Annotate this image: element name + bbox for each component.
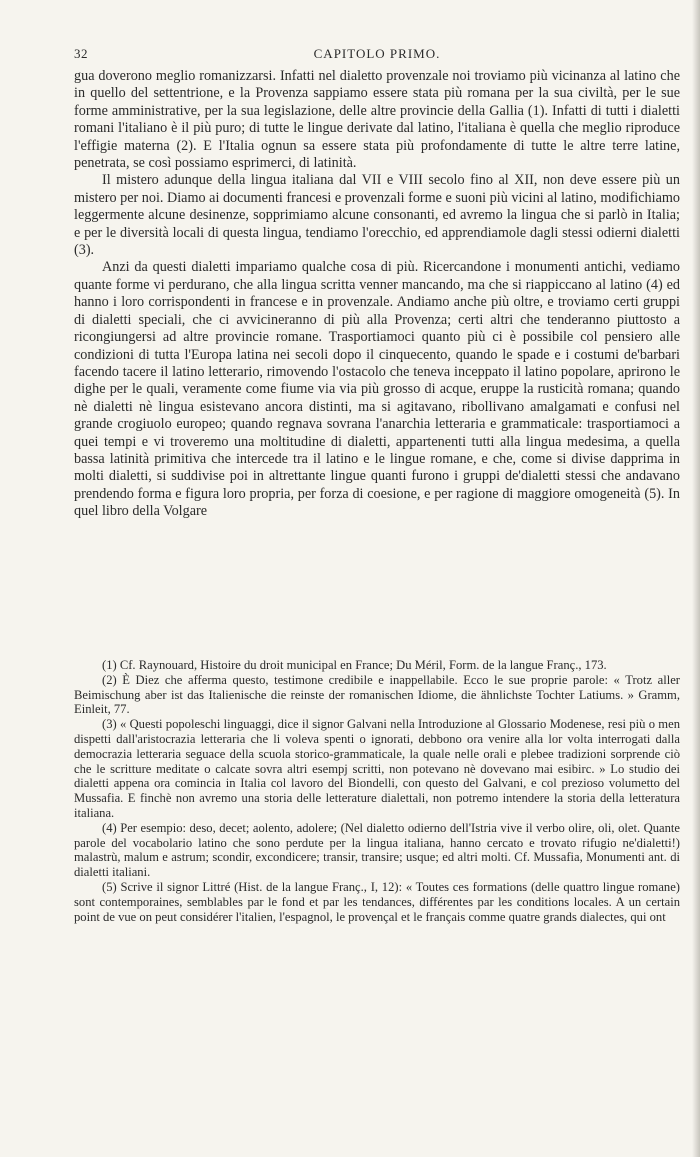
footnote: (2) È Diez che afferma questo, testimone credibile e inappellabile. Ecco le sue proprie parole: « Trotz aller Beimischung aber ist das Italienische die reinste der romanischen Idiome, die ähnlichste Tochter Latiums. » Gramm, Einleit, 77. (74, 672, 680, 717)
page-edge-shadow (692, 0, 700, 1157)
page (74, 46, 680, 521)
page-number: 32 (74, 46, 88, 61)
paragraph: Il mistero adunque della lingua italiana dal VII e VIII secolo fino al XII, non deve essere più un mistero per noi. Diamo ai documenti francesi e provenzali forme e suoni più vicini al latino, modifichiamo leggermente alcune desinenze, sopprimiamo alcune consonanti, ed avremo la lingua che si parlò in Italia; e per le diversità locali di questa lingua, tendiamo l'orecchio, ed apprendiamole dagli stessi odierni dialetti (3). (74, 172, 680, 259)
footnote: (3) « Questi popoleschi linguaggi, dice il signor Galvani nella Introduzione al Glossario Modenese, resi più o men dispetti dall'aristocrazia letteraria che li voleva spenti o ignorati, debbono ora venire alla lor volta interrogati dalla democrazia letteraria seguace della scuola storico-grammaticale, la quale nelle orali e plebee tradizioni sorprende ciò che le scritture meditate o calcate sovra altri esempj scritti, non potevano nè dovevano mai esibirc. » Lo studio dei dialetti appena ora comincia in Italia col lavoro del Biondelli, con questo del Galvani, e col prezioso volumetto del Mussafia. E finchè non avremo una storia delle letterature dialettali, non potremo intendere la storia della letteratura italiana. (74, 717, 680, 820)
footnotes (74, 658, 680, 924)
main-text (74, 68, 680, 521)
paragraph: gua doverono meglio romanizzarsi. Infatti nel dialetto provenzale noi troviamo più vicinanza al latino che in quello del settentrione, e la Provenza sappiamo essere stata più romana per la sua civiltà, per le sue forme amministrative, per la sua legislazione, delle altre provincie della Gallia (1). Infatti di tutti i dialetti romani l'italiano è il più puro; di tutte le lingue derivate dal latino, l'italiana è quella che meglio riproduce l'effigie materna (2). E l'Italia ognun sa essere stata più profondamente di tutte le altre terre latine, penetrata, se così possiamo esprimerci, di latinità. (74, 68, 680, 172)
running-header (74, 46, 680, 64)
footnote: (4) Per esempio: deso, decet; aolento, adolere; (Nel dialetto odierno dell'Istria vive il verbo olire, oli, olet. Quante parole del vocabolario latino che sono perdute per la lingua italiana, hanno cercato e trovato rifugio ne'dialetti!) malastrù, malum e astrum; scondir, excondicere; transir, transire; usque; ed altri molti. Cf. Mussafia, Monumenti ant. di dialetti italiani. (74, 820, 680, 880)
running-title: CAPITOLO PRIMO. (313, 46, 441, 61)
footnote: (5) Scrive il signor Littré (Hist. de la langue Franç., I, 12): « Toutes ces formations (delle quattro lingue romane) sont contemporaines, semblables par le fond et par les tendances, différentes par les conditions locales. A un certain point de vue on peut considérer l'italien, l'espagnol, le provençal et le français comme quatre grands dialectes, qui ont (74, 879, 680, 924)
footnote: (1) Cf. Raynouard, Histoire du droit municipal en France; Du Méril, Form. de la langue Franç., 173. (102, 658, 607, 672)
paragraph: Anzi da questi dialetti impariamo qualche cosa di più. Ricercandone i monumenti antichi, vediamo quante forme vi perdurano, che alla lingua scritta venner mancando, ma che si riappiccano al latino (4) ed hanno i loro corrispondenti in francese e in provenzale. Andiamo anche più oltre, e troviamo certi gruppi di dialetti speciali, che ci avvicineranno di più alla Provenza; certi altri che tenderanno piuttosto a ricongiungersi ad altre provincie romane. Trasportiamoci quanto più ci è possibile col pensiero alle condizioni di tutta l'Europa latina nei secoli dopo il cinquecento, quando le spade e i costumi de'barbari facendo tacere il latino letterario, rimovendo l'ostacolo che teneva inceppato il latino popolare, aprirono le dighe per le quali, veramente come fiume via via più grosso di acque, eruppe la rusticità romana; quando nè dialetti nè lingua esistevano ancora distinti, ma si agitavano, ribollivano amalgamati e confusi nel grande crogiuolo europeo; quando regnava sovrana l'anarchia letteraria e grammaticale: trasportiamoci a quei tempi e vi troveremo una moltitudine di dialetti, appartenenti tutti alla lingua medesima, a quella bassa latinità primitiva che intercede tra il latino e le lingue romane, e che, come si divise dapprima in molti dialetti, si suddivise poi in altrettante lingue quanti furono i gruppi de'dialetti stessi che andavano prendendo forma e figura loro propria, per forza di coesione, e per ragione di maggiore omogeneità (5). In quel libro della Volgare (74, 259, 680, 520)
